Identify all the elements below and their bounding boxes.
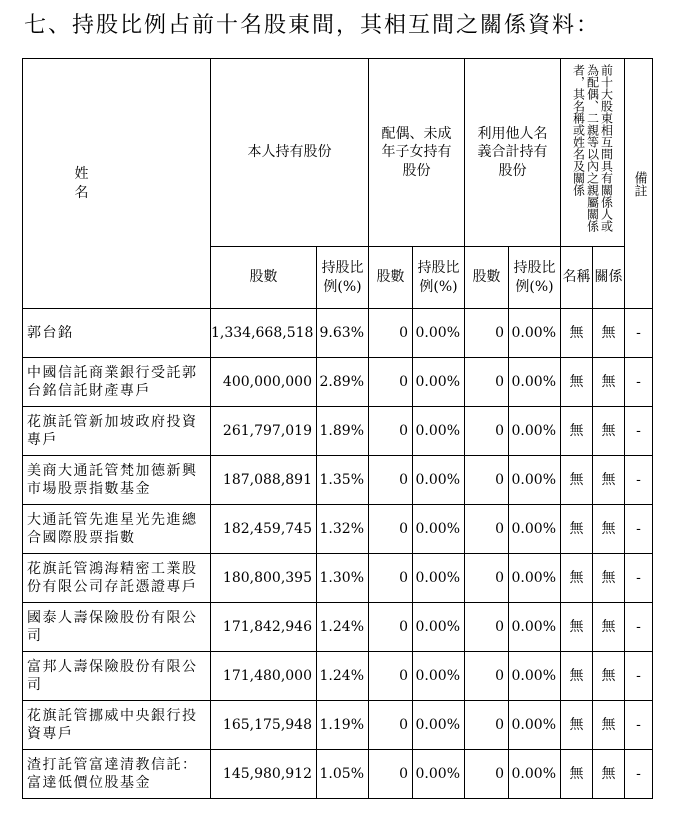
header-name: 姓 名 <box>23 59 211 309</box>
cell-relation-name: 無 <box>561 358 593 407</box>
cell-spouse-shares: 0 <box>369 456 413 505</box>
cell-relation-type: 無 <box>593 750 625 799</box>
cell-spouse-ratio: 0.00% <box>413 701 465 750</box>
cell-relation-name: 無 <box>561 309 593 358</box>
cell-nominee-shares: 0 <box>465 652 509 701</box>
table-row <box>23 652 653 701</box>
cell-relation-name: 無 <box>561 456 593 505</box>
cell-remark: - <box>625 358 653 407</box>
cell-remark: - <box>625 456 653 505</box>
cell-name: 中國信託商業銀行受託郭台銘信託財產專戶 <box>23 358 211 407</box>
cell-shares: 1,334,668,518 <box>211 309 317 358</box>
cell-relation-name: 無 <box>561 750 593 799</box>
cell-shares: 145,980,912 <box>211 750 317 799</box>
header-own-shares-count: 股數 <box>211 247 317 309</box>
cell-spouse-ratio: 0.00% <box>413 652 465 701</box>
header-own-ratio: 持股比例(%) <box>317 247 369 309</box>
table-row <box>23 505 653 554</box>
cell-ratio: 1.32% <box>317 505 369 554</box>
cell-shares: 400,000,000 <box>211 358 317 407</box>
cell-ratio: 1.89% <box>317 407 369 456</box>
cell-shares: 182,459,745 <box>211 505 317 554</box>
cell-nominee-shares: 0 <box>465 554 509 603</box>
cell-shares: 171,480,000 <box>211 652 317 701</box>
cell-name: 富邦人壽保險股份有限公司 <box>23 652 211 701</box>
cell-relation-type: 無 <box>593 456 625 505</box>
cell-nominee-shares: 0 <box>465 603 509 652</box>
cell-spouse-shares: 0 <box>369 701 413 750</box>
cell-nominee-ratio: 0.00% <box>509 701 561 750</box>
cell-remark: - <box>625 505 653 554</box>
cell-spouse-ratio: 0.00% <box>413 554 465 603</box>
table-row <box>23 554 653 603</box>
header-nominee-ratio: 持股比例(%) <box>509 247 561 309</box>
header-nominee-shares: 利用他人名義合計持有股份 <box>465 59 561 247</box>
cell-relation-type: 無 <box>593 407 625 456</box>
cell-relation-type: 無 <box>593 309 625 358</box>
cell-remark: - <box>625 701 653 750</box>
header-spouse-ratio: 持股比例(%) <box>413 247 465 309</box>
cell-spouse-ratio: 0.00% <box>413 309 465 358</box>
cell-spouse-shares: 0 <box>369 554 413 603</box>
cell-spouse-ratio: 0.00% <box>413 407 465 456</box>
cell-ratio: 1.35% <box>317 456 369 505</box>
cell-nominee-shares: 0 <box>465 701 509 750</box>
cell-nominee-ratio: 0.00% <box>509 652 561 701</box>
cell-spouse-ratio: 0.00% <box>413 750 465 799</box>
cell-nominee-ratio: 0.00% <box>509 407 561 456</box>
cell-spouse-shares: 0 <box>369 603 413 652</box>
cell-spouse-ratio: 0.00% <box>413 505 465 554</box>
cell-remark: - <box>625 603 653 652</box>
cell-nominee-shares: 0 <box>465 309 509 358</box>
cell-nominee-ratio: 0.00% <box>509 603 561 652</box>
cell-relation-name: 無 <box>561 701 593 750</box>
cell-nominee-shares: 0 <box>465 750 509 799</box>
cell-ratio: 1.24% <box>317 603 369 652</box>
page-title: 七、持股比例占前十名股東間，其相互間之關係資料： <box>24 13 601 38</box>
cell-ratio: 1.30% <box>317 554 369 603</box>
cell-ratio: 2.89% <box>317 358 369 407</box>
cell-spouse-shares: 0 <box>369 358 413 407</box>
cell-shares: 180,800,395 <box>211 554 317 603</box>
cell-remark: - <box>625 309 653 358</box>
header-row-1 <box>23 59 653 247</box>
cell-relation-type: 無 <box>593 652 625 701</box>
header-own-shares: 本人持有股份 <box>211 59 369 247</box>
cell-spouse-shares: 0 <box>369 407 413 456</box>
table-row <box>23 701 653 750</box>
cell-name: 花旗託管新加坡政府投資專戶 <box>23 407 211 456</box>
cell-name: 國泰人壽保險股份有限公司 <box>23 603 211 652</box>
cell-spouse-ratio: 0.00% <box>413 358 465 407</box>
cell-ratio: 1.24% <box>317 652 369 701</box>
cell-nominee-shares: 0 <box>465 505 509 554</box>
cell-nominee-ratio: 0.00% <box>509 358 561 407</box>
cell-name: 大通託管先進星光先進總合國際股票指數 <box>23 505 211 554</box>
table-row <box>23 750 653 799</box>
cell-spouse-shares: 0 <box>369 505 413 554</box>
header-relation-name: 名稱 <box>561 247 593 309</box>
cell-name: 花旗託管挪威中央銀行投資專戶 <box>23 701 211 750</box>
cell-nominee-ratio: 0.00% <box>509 554 561 603</box>
table-row <box>23 358 653 407</box>
cell-spouse-ratio: 0.00% <box>413 603 465 652</box>
table-row <box>23 309 653 358</box>
cell-nominee-ratio: 0.00% <box>509 456 561 505</box>
header-remark: 備註 <box>625 59 653 309</box>
cell-name: 美商大通託管梵加德新興市場股票指數基金 <box>23 456 211 505</box>
header-relation-type: 關係 <box>593 247 625 309</box>
header-spouse-shares-count: 股數 <box>369 247 413 309</box>
cell-nominee-ratio: 0.00% <box>509 309 561 358</box>
cell-spouse-shares: 0 <box>369 309 413 358</box>
header-spouse-shares: 配偶、未成年子女持有股份 <box>369 59 465 247</box>
cell-nominee-ratio: 0.00% <box>509 750 561 799</box>
cell-relation-name: 無 <box>561 554 593 603</box>
cell-name: 花旗託管鴻海精密工業股份有限公司存託憑證專戶 <box>23 554 211 603</box>
table-row <box>23 407 653 456</box>
cell-relation-type: 無 <box>593 505 625 554</box>
cell-nominee-shares: 0 <box>465 456 509 505</box>
cell-relation-type: 無 <box>593 554 625 603</box>
cell-shares: 261,797,019 <box>211 407 317 456</box>
cell-ratio: 1.19% <box>317 701 369 750</box>
cell-relation-name: 無 <box>561 603 593 652</box>
cell-relation-type: 無 <box>593 358 625 407</box>
cell-relation-type: 無 <box>593 701 625 750</box>
cell-remark: - <box>625 750 653 799</box>
cell-spouse-ratio: 0.00% <box>413 456 465 505</box>
cell-ratio: 1.05% <box>317 750 369 799</box>
cell-ratio: 9.63% <box>317 309 369 358</box>
cell-relation-name: 無 <box>561 652 593 701</box>
cell-relation-name: 無 <box>561 505 593 554</box>
cell-relation-type: 無 <box>593 603 625 652</box>
cell-spouse-shares: 0 <box>369 652 413 701</box>
cell-shares: 187,088,891 <box>211 456 317 505</box>
cell-shares: 171,842,946 <box>211 603 317 652</box>
cell-spouse-shares: 0 <box>369 750 413 799</box>
cell-remark: - <box>625 652 653 701</box>
cell-shares: 165,175,948 <box>211 701 317 750</box>
table-row <box>23 456 653 505</box>
cell-nominee-shares: 0 <box>465 358 509 407</box>
table-row <box>23 603 653 652</box>
shareholder-table <box>22 58 653 799</box>
cell-name: 郭台銘 <box>23 309 211 358</box>
cell-name: 渣打託管富達清教信託：富達低價位股基金 <box>23 750 211 799</box>
cell-nominee-ratio: 0.00% <box>509 505 561 554</box>
cell-nominee-shares: 0 <box>465 407 509 456</box>
cell-remark: - <box>625 407 653 456</box>
cell-relation-name: 無 <box>561 407 593 456</box>
cell-remark: - <box>625 554 653 603</box>
header-nominee-shares-count: 股數 <box>465 247 509 309</box>
header-relation: 前十大股東相互間具有關係人或為配偶、二親等以內之親屬關係者，其名稱或姓名及關係 <box>561 59 625 247</box>
